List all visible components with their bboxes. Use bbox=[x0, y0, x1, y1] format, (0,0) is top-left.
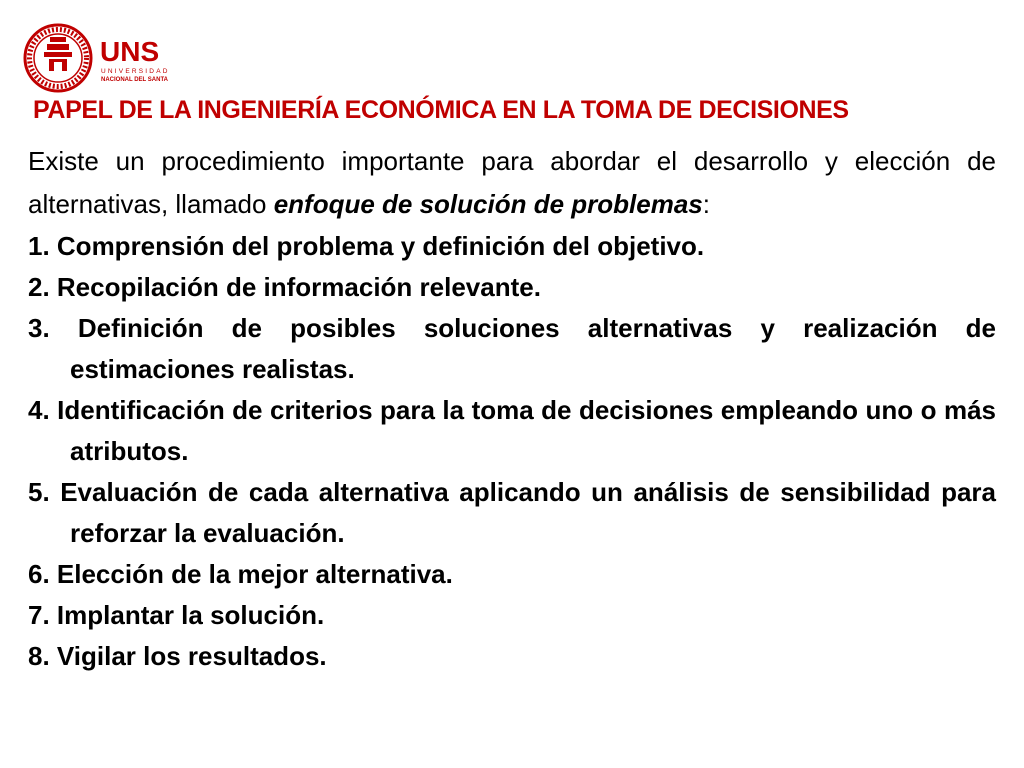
intro-paragraph bbox=[28, 140, 996, 226]
intro-emphasis: enfoque de solución de problemas bbox=[273, 189, 703, 219]
slide-content bbox=[28, 140, 996, 677]
seal-emblem-top bbox=[47, 44, 69, 50]
step-item: 7. Implantar la solución. bbox=[28, 600, 325, 630]
seal-emblem-door bbox=[54, 62, 62, 71]
step-item: 1. Comprensión del problema y definición del objetivo. bbox=[28, 231, 705, 261]
seal-outer-ring bbox=[25, 25, 91, 91]
step-item: 5. Evaluación de cada alternativa aplicando un análisis de sensibilidad para reforzar la evaluación. bbox=[28, 477, 996, 548]
logo-subtitle-line1: UNIVERSIDAD bbox=[101, 68, 170, 75]
intro-text: Existe un procedimiento importante para abordar el desarrollo y elección de alternativas, llamado bbox=[28, 146, 996, 219]
step-item: 2. Recopilación de información relevante. bbox=[28, 272, 541, 302]
step-item: 8. Vigilar los resultados. bbox=[28, 641, 327, 671]
seal-emblem-crown bbox=[50, 37, 66, 42]
page-title: PAPEL DE LA INGENIERÍA ECONÓMICA EN LA TOMA DE DECISIONES bbox=[33, 96, 849, 124]
steps-list bbox=[28, 226, 996, 677]
logo-name: UNS bbox=[100, 36, 160, 67]
logo-subtitle-line2: NACIONAL DEL SANTA bbox=[101, 77, 169, 83]
step-item: 6. Elección de la mejor alternativa. bbox=[28, 559, 453, 589]
university-logo bbox=[22, 22, 172, 94]
step-item: 4. Identificación de criterios para la toma de decisiones empleando uno o más atributos. bbox=[28, 395, 996, 466]
uns-logo-graphic bbox=[22, 22, 172, 94]
intro-colon: : bbox=[702, 189, 710, 219]
seal-emblem-middle bbox=[44, 52, 72, 57]
step-item: 3. Definición de posibles soluciones alternativas y realización de estimaciones realistas. bbox=[28, 313, 996, 384]
